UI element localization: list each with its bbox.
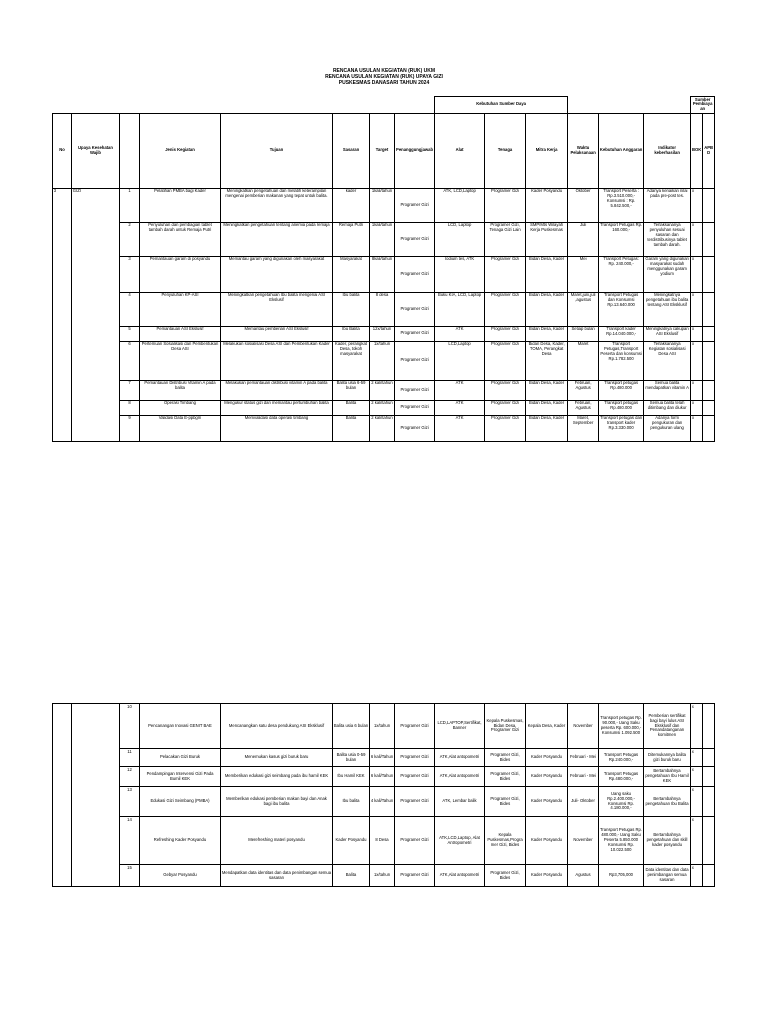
header-anggaran: Kebutuhan Anggaran (599, 113, 644, 188)
cell-waktu-pelaksanaan: Maret,juni,juli ,agustus (568, 292, 599, 326)
header-mitra: Mitra Kerja (526, 113, 568, 188)
cell-tenaga: Programer Gizi, Bides (485, 865, 526, 887)
cell-bok-mark: x (691, 817, 703, 865)
cell-mitra-kerja: Kader Posyandu (526, 865, 568, 887)
table-row (53, 326, 715, 341)
cell-penanggungjawab: Programer Gizi (395, 787, 435, 817)
header-waktu: Waktu Pelaksanaan (568, 113, 599, 188)
cell-penanggungjawab: Programer Gizi (395, 380, 435, 400)
cell-alat: ATK,LCD,Laptop, Alat Antropometri (435, 817, 485, 865)
cell-apbd-mark (703, 400, 715, 415)
cell-bok-mark: x (691, 400, 703, 415)
cell-sasaran: Remaja Putri (333, 222, 370, 256)
cell-tenaga: Kepala Puskesmas, Bidan Desa, Programer Gizi (485, 704, 526, 749)
table-row (53, 817, 715, 865)
cell-jenis-kegiatan: Pemantauan garam di posyandu (140, 256, 221, 292)
cell-bok-mark: x (691, 188, 703, 222)
cell-apbd-mark (703, 865, 715, 887)
title-line-2: RENCANA USULAN KEGIATAN (RUK) UPAYA GIZI (325, 74, 443, 80)
cell-sasaran: Balita usia 6-59 bulan (333, 380, 370, 400)
cell-jenis-kegiatan: Pemantauan Distribusi Vitamin A pada balita (140, 380, 221, 400)
cell-jenis-kegiatan: Pendampingan Intervensi Gizi Pada Bumil KEK (140, 767, 221, 787)
cell-indikator: Bertambahnya pengetahuan Ibu Balita (644, 787, 691, 817)
cell-target: 8 Desa (370, 817, 395, 865)
cell-alat: ATK,Alat antopometri (435, 767, 485, 787)
cell-sasaran: Balita (333, 400, 370, 415)
cell-alat: ATK, LCD,Laptop (435, 188, 485, 222)
cell-mitra-kerja: Bidan Desa, Kader (526, 256, 568, 292)
cell-sasaran: Balita usia 0-59 bulan (333, 749, 370, 767)
cell-sasaran: Masyarakat (333, 256, 370, 292)
cell-bok-mark: x (691, 380, 703, 400)
cell-row-number: 7 (120, 380, 140, 400)
cell-kebutuhan-anggaran: Uang saku Rp.2.400.000,- Konsumsi Rp. 4.180.000,- (599, 787, 644, 817)
cell-jenis-kegiatan: Pertemuan Sosialisasi dan Pembentukan Desa ASI (140, 341, 221, 380)
cell-tujuan: Mencanangkan satu desa pendukung ASI Eksklusif (221, 704, 333, 749)
table-row (53, 292, 715, 326)
group-no-cell (53, 704, 72, 887)
cell-alat: LCD, Laptop (435, 222, 485, 256)
cell-waktu-pelaksanaan: Februari - Mei (568, 749, 599, 767)
cell-bok-mark: x (691, 865, 703, 887)
cell-mitra-kerja: Bidan Desa, Kader (526, 415, 568, 441)
cell-mitra-kerja: Kader Posyandu (526, 787, 568, 817)
cell-apbd-mark (703, 326, 715, 341)
cell-jenis-kegiatan: Edukasi Gizi Seimbang (PMBA) (140, 787, 221, 817)
cell-apbd-mark (703, 341, 715, 380)
table-row (53, 341, 715, 380)
cell-kebutuhan-anggaran: Transport Petugas Rp.240.000,- (599, 749, 644, 767)
cell-penanggungjawab: Programer Gizi (395, 292, 435, 326)
cell-tujuan: Mendapatkan data identitas dan data penimbangan semua sasaran (221, 865, 333, 887)
table-row (53, 380, 715, 400)
cell-tujuan: Melakukan pemantauan distribusi vitamin A pada balita (221, 380, 333, 400)
cell-alat: ATK,Alat antopometri (435, 865, 485, 887)
cell-kebutuhan-anggaran: Transport kader Rp.14.040.000,- (599, 326, 644, 341)
ruk-table-page-2 (52, 703, 715, 887)
cell-tenaga: Programer Gizi (485, 341, 526, 380)
cell-row-number: 14 (120, 817, 140, 865)
cell-jenis-kegiatan: Pencanangan Inovasi GENIT BAE (140, 704, 221, 749)
cell-tujuan: Memvalidasi data operasi timbang (221, 415, 333, 441)
cell-tenaga: Programer Gizi, Bides (485, 749, 526, 767)
cell-row-number: 8 (120, 400, 140, 415)
cell-tenaga: Programer Gizi (485, 400, 526, 415)
cell-row-number: 4 (120, 292, 140, 326)
cell-bok-mark: x (691, 341, 703, 380)
cell-penanggungjawab: Programer Gizi (395, 704, 435, 749)
cell-jenis-kegiatan: Pemantauan ASI Ekslusif (140, 326, 221, 341)
cell-row-number: 13 (120, 787, 140, 817)
table-row (53, 415, 715, 441)
cell-tenaga: Programer Gizi (485, 256, 526, 292)
cell-bok-mark: x (691, 704, 703, 749)
cell-target: 1x/tahun (370, 704, 395, 749)
cell-tujuan: Melakukan sosialisasi Desa ASI dan Pembentukan Kader (221, 341, 333, 380)
group-no-cell: 3 (53, 188, 72, 441)
cell-sasaran: Balita (333, 865, 370, 887)
cell-waktu-pelaksanaan: Agustus (568, 865, 599, 887)
cell-apbd-mark (703, 256, 715, 292)
cell-mitra-kerja: Kader Posyandu (526, 188, 568, 222)
cell-tenaga: Programer Gizi (485, 380, 526, 400)
cell-bok-mark: x (691, 326, 703, 341)
cell-bok-mark: x (691, 767, 703, 787)
cell-alat: ATK (435, 400, 485, 415)
cell-jenis-kegiatan: Penyuluhan KP-ASI (140, 292, 221, 326)
cell-tujuan: Menemukan kasus gizi buruk baru (221, 749, 333, 767)
cell-tenaga: Programer Gizi (485, 292, 526, 326)
cell-penanggungjawab: Programer Gizi (395, 400, 435, 415)
group-upaya-cell (72, 704, 120, 887)
cell-tenaga: Programer Gizi (485, 415, 526, 441)
table-row (53, 256, 715, 292)
cell-row-number: 11 (120, 749, 140, 767)
cell-penanggungjawab: Programer Gizi (395, 817, 435, 865)
cell-target: 1kali/tahun (370, 188, 395, 222)
cell-waktu-pelaksanaan: Februari - Mei (568, 767, 599, 787)
cell-mitra-kerja: Kepala Desa, Kader (526, 704, 568, 749)
header-kebutuhan: Kebutuhan Sumber Daya (435, 97, 568, 114)
cell-target: 8 desa (370, 292, 395, 326)
cell-apbd-mark (703, 817, 715, 865)
cell-alat: LCD,LAPTOP,Sertifikat, Banner (435, 704, 485, 749)
cell-kebutuhan-anggaran: Transport Petugas Rp.480.000,- (599, 767, 644, 787)
cell-indikator: Bertambahnya pengetahuan dan skill kader posyandu (644, 817, 691, 865)
cell-apbd-mark (703, 222, 715, 256)
table-row (53, 749, 715, 767)
header-no: No (53, 113, 72, 188)
header-target: Target (370, 113, 395, 188)
cell-jenis-kegiatan: Pelatihan PMBA bagi Kader (140, 188, 221, 222)
cell-tujuan: Memantau garam yang digunakan oleh masyarakat (221, 256, 333, 292)
cell-indikator: Semua balita telah ditimbang dan diukur (644, 400, 691, 415)
cell-kebutuhan-anggaran: Transport petugas Rp. 90.000,- Uang Saku peserta Rp. 600.000,- Konsumsi 1.092.500 (599, 704, 644, 749)
cell-penanggungjawab: Programer Gizi (395, 341, 435, 380)
cell-indikator: Terlaksananya Kegiatan sosialisasi Desa ASI (644, 341, 691, 380)
header-apbd: APBD (703, 113, 715, 188)
cell-sasaran: kader (333, 188, 370, 222)
cell-sasaran: Ibu Hamil KEK (333, 767, 370, 787)
cell-mitra-kerja: Bidan Desa, Kader, TOMA, Perangkat Desa (526, 341, 568, 380)
cell-apbd-mark (703, 704, 715, 749)
cell-tenaga: Programer Gizi, Bides (485, 767, 526, 787)
cell-mitra-kerja: Kader Posyandu (526, 817, 568, 865)
cell-tujuan: Merefreshing materi posyandu (221, 817, 333, 865)
table-row (53, 222, 715, 256)
cell-kebutuhan-anggaran: Transport Petugas dan Konsumsi Rp.13.640.000 (599, 292, 644, 326)
cell-indikator: Semua balita mendapatkan vitamin A (644, 380, 691, 400)
cell-alat: ATK,Alat antopometri (435, 749, 485, 767)
cell-bok-mark: x (691, 222, 703, 256)
cell-alat: LCD,Laptop (435, 341, 485, 380)
cell-waktu-pelaksanaan: Maret, September (568, 415, 599, 441)
cell-mitra-kerja: Kader Posyandu (526, 767, 568, 787)
cell-target: 8kali/tahun (370, 256, 395, 292)
cell-jenis-kegiatan: Penyuluhan dan pembagian tablet tambah darah untuk Remaja Putri (140, 222, 221, 256)
cell-waktu-pelaksanaan: November (568, 817, 599, 865)
cell-row-number: 6 (120, 341, 140, 380)
cell-penanggungjawab: Programer Gizi (395, 865, 435, 887)
cell-kebutuhan-anggaran: Transport Petugas Rp. 480.000,- Uang Saku Peserta 5.850.000 Konsumsi Rp. 10.022.500 (599, 817, 644, 865)
cell-penanggungjawab: Programer Gizi (395, 415, 435, 441)
cell-alat: Iodium tes, ATK (435, 256, 485, 292)
cell-penanggungjawab: Programer Gizi (395, 222, 435, 256)
table-row (53, 188, 715, 222)
cell-sasaran: Kader Posyandu (333, 817, 370, 865)
cell-target: 12x/tahun (370, 326, 395, 341)
cell-jenis-kegiatan: Refreshing Kader Posyandu (140, 817, 221, 865)
cell-bok-mark: x (691, 256, 703, 292)
cell-bok-mark: x (691, 749, 703, 767)
cell-jenis-kegiatan: Pelacakan Gizi Buruk (140, 749, 221, 767)
cell-row-number: 2 (120, 222, 140, 256)
cell-waktu-pelaksanaan: Oktober (568, 188, 599, 222)
cell-row-number: 10 (120, 704, 140, 749)
header-tenaga: Tenaga (485, 113, 526, 188)
cell-indikator: Meningkatnya cakupan ASI Ekslusif (644, 326, 691, 341)
header-indikator: Indikator keberhasilan (644, 113, 691, 188)
document-titles (0, 68, 768, 86)
cell-row-number: 1 (120, 188, 140, 222)
cell-tujuan: Memberikan edukasi pemberian makan bayi dan Anak bagi ibu balita (221, 787, 333, 817)
title-line-1: RENCANA USULAN KEGIATAN (RUK) UKM (332, 68, 436, 74)
cell-indikator: Garam yang digunakan masyarakat sudah menggunakan garam yodium (644, 256, 691, 292)
cell-apbd-mark (703, 188, 715, 222)
cell-sasaran: Balita usia 6 bulan (333, 704, 370, 749)
ruk-table-page-1 (52, 96, 715, 442)
cell-target: 2 kali/tahun (370, 380, 395, 400)
cell-target: 1kali/tahun (370, 222, 395, 256)
cell-indikator: Adanya kenaikan nilai pada pre-post tes. (644, 188, 691, 222)
table-row (53, 865, 715, 887)
cell-apbd-mark (703, 380, 715, 400)
cell-tujuan: Meningkatkan pengetahuan tentang anemia pada remaja (221, 222, 333, 256)
header-bok: BOK (691, 113, 703, 188)
cell-kebutuhan-anggaran: Transport Petugas: Rp. 240.000,- (599, 256, 644, 292)
cell-waktu-pelaksanaan: Setiap bulan (568, 326, 599, 341)
group-upaya-cell: GIZI (72, 188, 120, 441)
cell-waktu-pelaksanaan: Maret (568, 341, 599, 380)
header-tujuan: Tujuan (221, 113, 333, 188)
cell-tujuan: Memberikan edukasi gizi seimbang pada ibu hamil KEK (221, 767, 333, 787)
header-sumber: Sumber Pembiayaan (691, 97, 715, 114)
cell-tujuan: Mengukur status gizi dan memantau pertumbuhan balita (221, 400, 333, 415)
cell-waktu-pelaksanaan: Juli- Oktober (568, 787, 599, 817)
cell-indikator: Adanya form pengukuran dan pengukuran ulang (644, 415, 691, 441)
cell-tenaga: Programer Gizi, Bides (485, 787, 526, 817)
table-row (53, 704, 715, 749)
cell-alat: ATK (435, 326, 485, 341)
cell-alat: ATK, Lembar balik (435, 787, 485, 817)
cell-mitra-kerja: Kader Posyandu (526, 749, 568, 767)
cell-kebutuhan-anggaran: Transport Peserta : Rp.3.510.000,- Konsumsi : Rp. 5.842.500,- (599, 188, 644, 222)
cell-jenis-kegiatan: Gebyar Posyandu (140, 865, 221, 887)
cell-waktu-pelaksanaan: Februari, Agustus (568, 400, 599, 415)
cell-tenaga: Programer Gizi (485, 326, 526, 341)
cell-mitra-kerja: Bidan Desa, Kader (526, 400, 568, 415)
cell-target: 1x/tahun (370, 865, 395, 887)
header-alat: Alat (435, 113, 485, 188)
cell-alat: Buku KIA, LCD, Laptop (435, 292, 485, 326)
cell-row-number: 15 (120, 865, 140, 887)
cell-alat: ATK (435, 415, 485, 441)
cell-indikator: Terlaksananya penyuluhan sesuai sasaran dan terdistribusinya tablet tambah darah. (644, 222, 691, 256)
cell-indikator: Pemberian sertifikat bagi bayi lulus ASI Eksklusif dan Penandatanganan komitmen (644, 704, 691, 749)
cell-mitra-kerja: Bidan Desa, Kader (526, 380, 568, 400)
header-upaya: Upaya Kesehatan Wajib (72, 113, 120, 188)
cell-waktu-pelaksanaan: Februari, Agustus (568, 380, 599, 400)
cell-target: 4 kali/Tahun (370, 787, 395, 817)
cell-waktu-pelaksanaan: November (568, 704, 599, 749)
cell-mitra-kerja: SMP/Mts Wilayah Kerja Puskesmas (526, 222, 568, 256)
cell-mitra-kerja: Bidan Desa, Kader (526, 292, 568, 326)
cell-indikator: Data identitas dan data penimbangan semua sasaran (644, 865, 691, 887)
cell-tujuan: Meningkatkan pengetahuan Ibu balita mengenai ASI Ekslusif (221, 292, 333, 326)
cell-mitra-kerja: Bidan Desa, Kader (526, 326, 568, 341)
header-pj: Penanggungjawab (395, 113, 435, 188)
cell-bok-mark: x (691, 787, 703, 817)
cell-bok-mark: x (691, 415, 703, 441)
table-row (53, 787, 715, 817)
cell-bok-mark: x (691, 292, 703, 326)
cell-tenaga: Programer Gizi (485, 188, 526, 222)
cell-waktu-pelaksanaan: Mei (568, 256, 599, 292)
cell-row-number: 9 (120, 415, 140, 441)
cell-kebutuhan-anggaran: Transport petugas Rp.480.000 (599, 380, 644, 400)
cell-target: 1x/tahun (370, 341, 395, 380)
cell-sasaran: Ibu balita (333, 292, 370, 326)
cell-apbd-mark (703, 292, 715, 326)
cell-apbd-mark (703, 415, 715, 441)
cell-tenaga: Programer Gizi, Tenaga Gizi Lain (485, 222, 526, 256)
cell-kebutuhan-anggaran: Rp3,705,000 (599, 865, 644, 887)
cell-tenaga: Kepala Puskesmas,Programer Gizi, Bides (485, 817, 526, 865)
cell-sasaran: Kader, perangkat Desa, tokoh masyarakat (333, 341, 370, 380)
cell-alat: ATK (435, 380, 485, 400)
cell-indikator: Ditemukannya balita gizi buruk baru (644, 749, 691, 767)
cell-tujuan: Meningkatkan pengetahuan dan melatih keterampilan mengenai pemberian makanan yang tepat untuk balita. (221, 188, 333, 222)
header-blank (120, 113, 140, 188)
cell-target: 6 kali/Tahun (370, 767, 395, 787)
cell-row-number: 12 (120, 767, 140, 787)
header-sasaran: Sasaran (333, 113, 370, 188)
cell-penanggungjawab: Programer Gizi (395, 256, 435, 292)
cell-target: 2 kali/tahun (370, 415, 395, 441)
cell-sasaran: Ibu balita (333, 787, 370, 817)
cell-penanggungjawab: Programer Gizi (395, 188, 435, 222)
cell-kebutuhan-anggaran: Transport Petugas Rp. 160.000,- (599, 222, 644, 256)
header-jenis: Jenis Kegiatan (140, 113, 221, 188)
cell-penanggungjawab: Programer Gizi (395, 767, 435, 787)
cell-target: 6 kali/Tahun (370, 749, 395, 767)
cell-jenis-kegiatan: Validasi Data E-ppbgm (140, 415, 221, 441)
cell-kebutuhan-anggaran: Transport petugas Rp.480.000 (599, 400, 644, 415)
cell-target: 2 kali/tahun (370, 400, 395, 415)
cell-indikator: Bertambahnya pengetahuan Ibu Hamil KEK (644, 767, 691, 787)
cell-apbd-mark (703, 767, 715, 787)
cell-penanggungjawab: Programer Gizi (395, 749, 435, 767)
cell-kebutuhan-anggaran: Transport Petugas,Transport Peserta dan konsumsi Rp.1.782.500 (599, 341, 644, 380)
cell-jenis-kegiatan: Operasi Timbang (140, 400, 221, 415)
cell-tujuan: Memantau pemberian ASI Ekslusif (221, 326, 333, 341)
cell-apbd-mark (703, 787, 715, 817)
cell-sasaran: Ibu Balita (333, 326, 370, 341)
cell-row-number: 5 (120, 326, 140, 341)
cell-apbd-mark (703, 749, 715, 767)
table-row (53, 400, 715, 415)
cell-indikator: Meningkatnya pengetahuan ibu balita tentang ASI Eksklusif (644, 292, 691, 326)
cell-penanggungjawab: Programer Gizi (395, 326, 435, 341)
cell-sasaran: Balita (333, 415, 370, 441)
table-row (53, 767, 715, 787)
cell-waktu-pelaksanaan: Juli (568, 222, 599, 256)
cell-row-number: 3 (120, 256, 140, 292)
title-line-3: PUSKESMAS DANASARI TAHUN 2024 (338, 80, 430, 86)
cell-kebutuhan-anggaran: Transport petugas dan transport kader Rp.3.330.000 (599, 415, 644, 441)
